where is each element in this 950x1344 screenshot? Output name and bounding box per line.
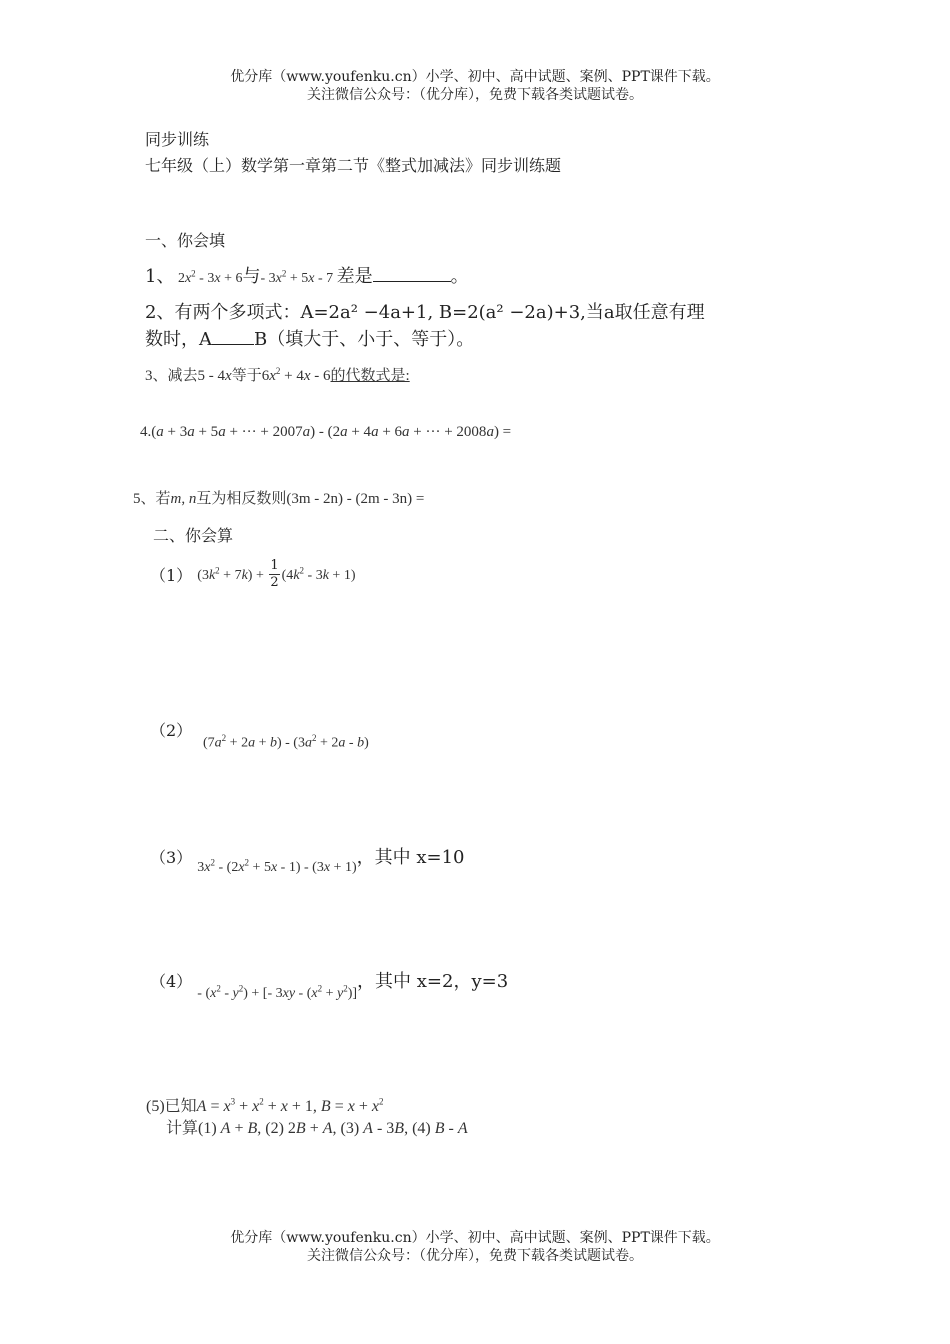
q2-line-2b: B（填大于、小于、等于）。 <box>254 329 475 350</box>
q5-number: 5、 <box>133 491 156 507</box>
problem-1 <box>150 558 355 591</box>
q1-tail: 。 <box>450 266 469 287</box>
p1-frac-den: 2 <box>270 575 279 590</box>
q3-number: 3、 <box>145 368 168 384</box>
question-1 <box>145 262 469 288</box>
p5-calc-label: 计算 <box>166 1120 199 1137</box>
part1-heading: 一、你会填 <box>145 231 226 250</box>
p2-label: （2） <box>150 721 193 740</box>
q3-text-b: 等于6 <box>231 368 270 384</box>
p1-expr-tail: $(4k^2 - 3k + 1)$ <box>281 565 356 583</box>
section-label: 同步训练 <box>145 130 210 149</box>
q5-text-b: 互为相反数则(3m - 2n) - (2m - 3n) = <box>196 491 425 507</box>
q1-mid: 与 <box>242 266 261 287</box>
p1-frac-num: 1 <box>270 558 279 573</box>
question-4: 4.(a + 3a + 5a + ··· + 2007a) - (2a + 4a + 6a + ··· + 2008a) = <box>140 424 512 440</box>
q1-end: 差是 <box>336 266 373 287</box>
part2-heading: 二、你会算 <box>153 526 234 545</box>
p2-expr: $(7a^2 + 2a + b) - (3a^2 + 2a - b)$ <box>203 733 369 751</box>
q5-text-a: 若 <box>155 491 171 507</box>
question-3: 3、减去5 - 4x等于$6x^2 + 4x - 6$的代数式是: <box>145 366 410 384</box>
p3-expr: $3x^2 - (2x^2 + 5x - 1) - (3x + 1)$ <box>197 857 357 875</box>
q1-expr-a: $2x^2 - 3x + 6$ <box>174 268 243 286</box>
footer-line-1: 优分库（www.youfenku.cn）小学、初中、高中试题、案例、PPT课件下载。 <box>230 1230 720 1246</box>
page-title: 七年级（上）数学第一章第二节《整式加减法》同步训练题 <box>145 156 562 175</box>
p1-expr: $(3k^2 + 7k)$ + <box>197 565 268 583</box>
q2-line-1: 2、有两个多项式：A=2a² −4a+1, B=2(a² −2a)+3,当a取任意有理 <box>145 302 705 323</box>
p4-cond: ，其中 x=2，y=3 <box>357 971 509 992</box>
p1-fraction <box>269 558 279 591</box>
p4-label: （4） <box>150 972 193 991</box>
p5-prefix: (5)已知 <box>146 1098 197 1115</box>
q3-text-c: 的代数式是: <box>330 368 410 384</box>
q2-answer-blank[interactable] <box>212 328 254 345</box>
p4-expr: - $(x^2 - y^2)$ + [- $3xy - (x^2 + y^2)$] <box>197 983 358 1001</box>
p3-label: （3） <box>150 848 193 867</box>
p3-cond: ，其中 x=10 <box>356 847 465 868</box>
p1-label: （1） <box>150 566 193 585</box>
problem-3 <box>150 843 465 875</box>
q1-number: 1、 <box>145 266 175 287</box>
header-line-2: 关注微信公众号：（优分库），免费下载各类试题试卷。 <box>307 87 643 103</box>
question-2-line-2 <box>145 325 474 351</box>
q1-answer-blank[interactable] <box>373 263 451 282</box>
question-5: 5、若m, n互为相反数则(3m - 2n) - (2m - 3n) = <box>133 491 425 507</box>
q1-expr-b: - $3x^2 + 5x - 7$ <box>260 268 337 286</box>
problem-4 <box>150 967 509 1001</box>
problem-5-line-1: (5)已知$A = x^3 + x^2 + x + 1$, $B = x + x^2$ <box>146 1096 384 1115</box>
footer-line-2: 关注微信公众号：（优分库），免费下载各类试题试卷。 <box>307 1248 643 1264</box>
q3-text-a: 减去5 - 4 <box>167 368 226 384</box>
problem-5-line-2: 计算(1) A + B, (2) 2B + A, (3) A - 3B, (4) B - A <box>166 1120 468 1137</box>
header-line-1: 优分库（www.youfenku.cn）小学、初中、高中试题、案例、PPT课件下载。 <box>230 69 720 85</box>
q2-line-2a: 数时，A <box>145 329 212 350</box>
q4-number: 4. <box>140 424 152 440</box>
